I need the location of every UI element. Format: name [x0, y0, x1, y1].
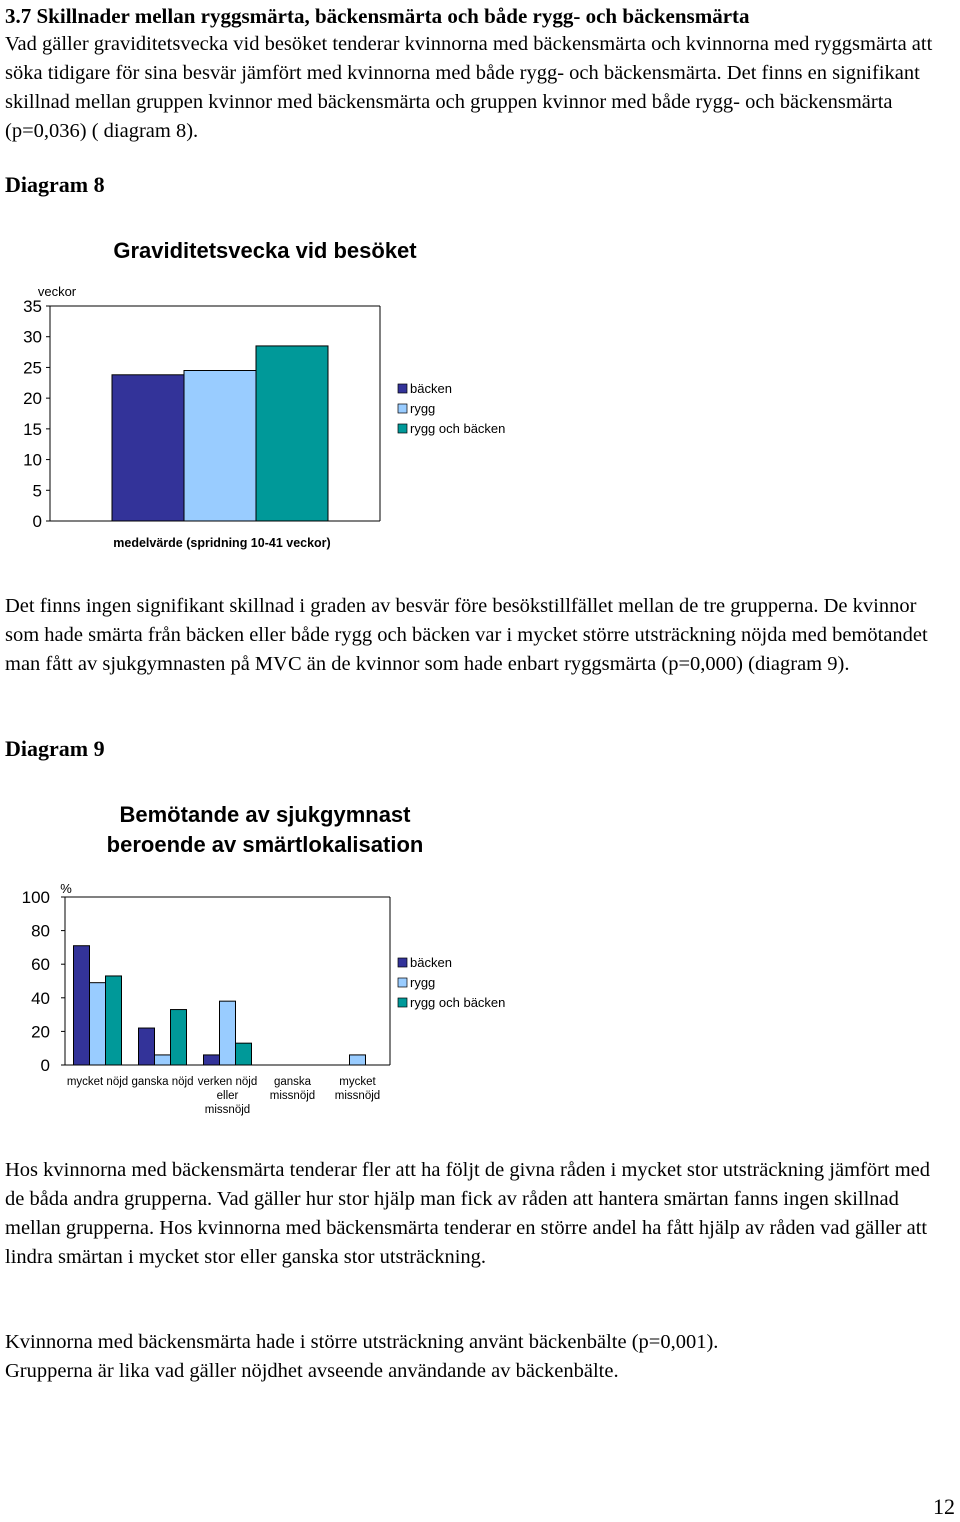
bar-cat1-series1: [74, 946, 90, 1065]
bar-1: [112, 375, 184, 521]
y-tick-label: 60: [31, 955, 50, 975]
y-tick-label: 15: [23, 419, 42, 439]
y-tick-label: 0: [32, 512, 42, 531]
bar-cat3-series1: [204, 1055, 220, 1065]
bar-cat1-series3: [106, 976, 122, 1065]
paragraph-4-line-1: Kvinnorna med bäckensmärta hade i större utsträckning använt bäckenbälte (p=0,001).: [5, 1331, 719, 1353]
x-tick-label: verken nöjd: [197, 1076, 258, 1088]
bar-cat2-series2: [155, 1055, 171, 1065]
bar-cat3-series2: [220, 1001, 236, 1065]
x-tick-label: missnöjd: [204, 1104, 251, 1116]
legend-swatch: [398, 958, 407, 967]
legend-swatch: [398, 424, 407, 433]
diagram-9-chart: [0, 790, 960, 1130]
legend-swatch: [398, 978, 407, 987]
legend-swatch: [398, 998, 407, 1007]
x-tick-label: ganska: [273, 1076, 312, 1088]
legend-swatch: [398, 404, 407, 413]
legend-label: rygg och bäcken: [410, 995, 506, 1010]
legend-label: rygg: [410, 975, 436, 990]
y-tick-label: 20: [23, 389, 42, 409]
y-tick-label: 80: [31, 921, 50, 941]
y-tick-label: 100: [21, 888, 50, 907]
x-tick-label: eller: [216, 1090, 239, 1102]
x-tick-label: missnöjd: [269, 1090, 316, 1102]
y-tick-label: 10: [23, 450, 42, 470]
y-tick-label: 40: [31, 988, 50, 1008]
bar-cat2-series1: [139, 1028, 155, 1065]
legend-label: rygg: [410, 401, 436, 416]
bar-cat2-series3: [171, 1010, 187, 1065]
y-tick-label: 35: [23, 297, 42, 316]
x-tick-label: ganska nöjd: [131, 1076, 194, 1088]
legend-label: bäcken: [410, 955, 452, 970]
bar-cat1-series2: [90, 983, 106, 1065]
bar-cat5-series2: [350, 1055, 366, 1065]
y-tick-label: 30: [23, 327, 42, 347]
y-axis-label: %: [60, 881, 72, 896]
y-tick-label: 25: [23, 358, 42, 378]
legend-label: rygg och bäcken: [410, 421, 506, 436]
y-tick-label: 0: [40, 1056, 50, 1075]
diagram-8-label: Diagram 8: [5, 172, 105, 197]
page-number: 12: [933, 1494, 955, 1519]
bar-cat3-series3: [236, 1043, 252, 1065]
y-tick-label: 5: [32, 481, 42, 501]
diagram-8-chart: [0, 225, 960, 555]
paragraph-4-line-2: Grupperna är lika vad gäller nöjdhet avseende användande av bäckenbälte.: [5, 1360, 619, 1382]
x-tick-label: mycket: [339, 1076, 376, 1088]
bar-3: [256, 346, 328, 521]
x-tick-label: mycket nöjd: [66, 1076, 129, 1088]
chart-title: Graviditetsvecka vid besöket: [113, 238, 417, 263]
paragraph-1: Vad gäller graviditetsvecka vid besöket tenderar kvinnorna med bäckensmärta och kvinnorna med ryggsmärta att söka tidigare för sina besvär jämfört med kvinnorna med både rygg- och bäckensmärta. Det finns en signifikant skillnad mellan gruppen kvinnor med bäckensmärta och gruppen kvinnor med både rygg- och bäckensmärta (p=0,036) ( diagram 8).: [5, 33, 933, 142]
legend-label: bäcken: [410, 381, 452, 396]
chart-title-line: Bemötande av sjukgymnast: [119, 802, 411, 827]
paragraph-2: Det finns ingen signifikant skillnad i graden av besvär före besökstillfället mellan de tre grupperna. De kvinnor som hade smärta från bäcken eller både rygg och bäcken var i mycket större utsträckning nöjda med bemötandet man fått av sjukgymnasten på MVC än de kvinnor som hade enbart ryggsmärta (p=0,000) (diagram 9).: [5, 595, 928, 675]
y-axis-label: veckor: [37, 284, 77, 299]
bar-2: [184, 371, 256, 522]
x-tick-label: medelvärde (spridning 10-41 veckor): [113, 536, 331, 550]
section-heading: 3.7 Skillnader mellan ryggsmärta, bäckensmärta och både rygg- och bäckensmärta: [5, 4, 750, 28]
y-tick-label: 20: [31, 1022, 50, 1042]
diagram-9-label: Diagram 9: [5, 736, 105, 761]
legend-swatch: [398, 384, 407, 393]
paragraph-3: Hos kvinnorna med bäckensmärta tenderar fler att ha följt de givna råden i mycket stor utsträckning jämfört med de båda andra grupperna. Vad gäller hur stor hjälp man fick av råden att hantera smärtan fanns ingen skillnad mellan grupperna. Hos kvinnorna med bäckensmärta tenderar en större andel ha fått hjälp av råden vad gäller att lindra smärtan i mycket stor eller ganska stor utsträckning.: [5, 1159, 931, 1268]
x-tick-label: missnöjd: [334, 1090, 381, 1102]
chart-title-line: beroende av smärtlokalisation: [106, 832, 424, 857]
